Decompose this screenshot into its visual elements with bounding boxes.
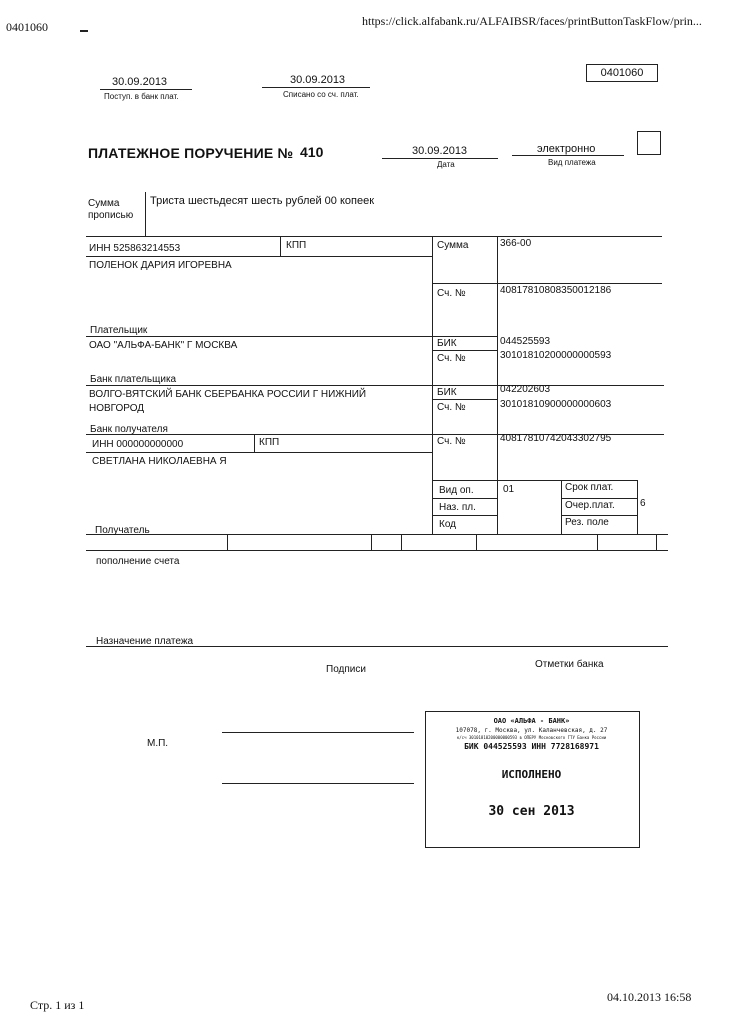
print-url: https://click.alfabank.ru/ALFAIBSR/faces/printButtonTaskFlow/prin... [362, 14, 702, 28]
signature-line-1 [222, 732, 414, 733]
payee-kpp-divider [254, 434, 255, 452]
payer-bank-account-label: Сч. № [437, 353, 466, 364]
print-timestamp: 04.10.2013 16:58 [607, 990, 692, 1004]
payee-bank-label: Банк получателя [90, 424, 168, 435]
codes-row-1 [432, 498, 497, 499]
payer-bik-value: 044525593 [500, 336, 551, 347]
payer-account-bottom [432, 336, 497, 337]
amount-words-label-1: Сумма [88, 198, 120, 209]
bank-receipt-line [100, 89, 192, 90]
payee-inn-line [86, 452, 432, 453]
tax-col-3 [401, 534, 402, 550]
scan-mark [80, 30, 88, 32]
payee-bik-value: 042202603 [500, 384, 551, 395]
tax-col-5 [597, 534, 598, 550]
payer-bank-name: ОАО "АЛЬФА-БАНК" Г МОСКВА [89, 340, 238, 351]
payer-account-value: 40817810808350012186 [500, 285, 612, 296]
tax-col-6 [656, 534, 657, 550]
bank-marks-label: Отметки банка [535, 659, 604, 670]
payer-inn-line [86, 256, 432, 257]
signatures-label: Подписи [326, 664, 366, 675]
payee-section-line [86, 534, 668, 535]
op-type-label: Вид оп. [439, 485, 474, 496]
reserve-label: Рез. поле [565, 517, 609, 528]
codes-top-line [432, 480, 638, 481]
op-type-value: 01 [503, 484, 515, 495]
payer-bik-label: БИК [437, 338, 457, 349]
payer-section-line [86, 336, 432, 337]
payee-kpp-label: КПП [259, 437, 280, 448]
purpose-label: Назначение платежа [96, 636, 194, 647]
stamp-account-line: к/сч 30101810200000000593 в ОПЕРУ Московского ГТУ Банка России [456, 735, 607, 740]
amount-words-value: Триста шестьдесят шесть рублей 00 копеек [150, 195, 375, 207]
payee-bank-name-1: ВОЛГО-ВЯТСКИЙ БАНК СБЕРБАНКА РОССИИ Г НИЖНИЙ [89, 389, 367, 400]
order-number: 410 [300, 144, 324, 160]
payer-kpp-label: КПП [286, 240, 307, 251]
debit-date: 30.09.2013 [290, 74, 346, 86]
order-date-label: Дата [437, 160, 455, 169]
amount-words-divider [145, 192, 146, 236]
payment-type-line [512, 155, 624, 156]
stamp-bik-inn: БИК 044525593 ИНН 7728168971 [464, 742, 599, 751]
status-box [637, 131, 661, 155]
tax-col-2 [371, 534, 372, 550]
codes-row-1-right [561, 498, 638, 499]
bank-receipt-date: 30.09.2013 [112, 76, 168, 88]
page-indicator: Стр. 1 из 1 [30, 998, 85, 1012]
purpose-code-label: Наз. пл. [439, 502, 476, 513]
order-date-line [382, 158, 498, 159]
payee-inn: ИНН 000000000000 [92, 439, 184, 450]
payee-name: СВЕТЛАНА НИКОЛАЕВНА Я [92, 456, 227, 467]
order-date: 30.09.2013 [412, 145, 468, 157]
payee-account-value: 40817810742043302795 [500, 433, 612, 444]
payment-type: электронно [537, 143, 596, 155]
payee-label: Получатель [95, 525, 150, 536]
payer-account-label: Сч. № [437, 288, 466, 299]
payee-bank-bik-line [432, 399, 497, 400]
form-code-left: 0401060 [6, 20, 48, 34]
tax-row-line [86, 550, 668, 551]
stamp-status: ИСПОЛНЕНО [501, 768, 562, 781]
codes-col-value [637, 480, 638, 534]
codes-row-2 [432, 515, 497, 516]
payment-type-label: Вид платежа [548, 158, 596, 167]
payee-bank-account-value: 30101810900000000603 [500, 399, 612, 410]
payee-account-label: Сч. № [437, 436, 466, 447]
payer-bank-line [86, 385, 664, 386]
form-code-box: 0401060 [586, 64, 658, 82]
tax-col-4 [476, 534, 477, 550]
payee-bik-label: БИК [437, 387, 457, 398]
payer-inn: ИНН 525863214553 [89, 243, 181, 254]
payer-label: Плательщик [90, 325, 148, 336]
purpose-text: пополнение счета [96, 556, 180, 567]
amount-value: 366-00 [500, 238, 532, 249]
grid-line-top [86, 236, 662, 237]
priority-label: Очер.плат. [565, 500, 615, 511]
payer-name: ПОЛЕНОК ДАРИЯ ИГОРЕВНА [89, 260, 232, 271]
debit-line [262, 87, 370, 88]
order-title: ПЛАТЕЖНОЕ ПОРУЧЕНИЕ № [88, 145, 294, 161]
stamp-address: 107078, г. Москва, ул. Каланчевская, д. 27 [455, 727, 608, 734]
amount-words-label-2: прописью [88, 210, 134, 221]
amount-label: Сумма [437, 240, 469, 251]
payer-bank-bik-line [432, 350, 497, 351]
term-label: Срок плат. [565, 482, 614, 493]
payee-bank-name-2: НОВГОРОД [89, 403, 145, 414]
payer-bank-label: Банк плательщика [90, 374, 177, 385]
codes-col-term [561, 480, 562, 534]
payer-bank-account-value: 30101810200000000593 [500, 350, 612, 361]
code-label: Код [439, 519, 457, 530]
stamp-date: 30 сен 2013 [488, 804, 575, 819]
stamp-bank-name: ОАО «АЛЬФА - БАНК» [493, 717, 570, 725]
tax-col-1 [227, 534, 228, 550]
priority-value: 6 [640, 498, 646, 509]
signature-line-2 [222, 783, 414, 784]
codes-row-2-right [561, 515, 638, 516]
stamp-place-label: М.П. [147, 738, 169, 749]
payee-bank-account-label: Сч. № [437, 402, 466, 413]
debit-label: Списано со сч. плат. [283, 90, 359, 99]
amount-row-line [432, 283, 662, 284]
bank-receipt-label: Поступ. в банк плат. [104, 92, 179, 101]
payer-kpp-divider [280, 236, 281, 256]
